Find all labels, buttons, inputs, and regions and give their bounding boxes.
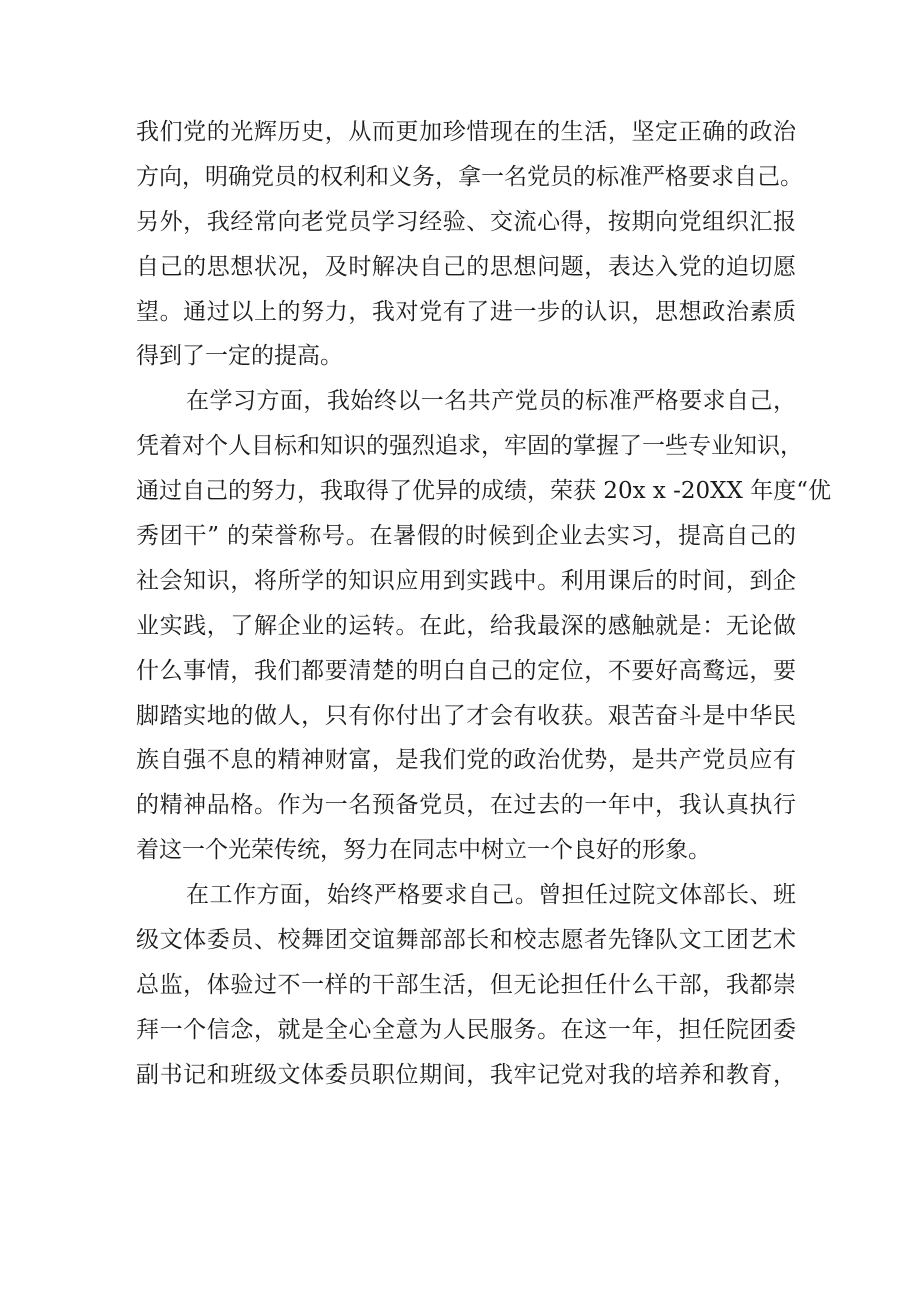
document-body (136, 110, 831, 1098)
text-line: 自己的思想状况，及时解决自己的思想问题，表达入党的迫切愿 (136, 253, 796, 280)
text-line: 业实践，了解企业的运转。在此，给我最深的感触就是：无论做 (136, 612, 796, 639)
text-line: 着这一个光荣传统，努力在同志中树立一个良好的形象。 (136, 837, 711, 864)
text-line: 脚踏实地的做人，只有你付出了才会有收获。艰苦奋斗是中华民 (136, 702, 796, 729)
text-line: 方向，明确党员的权利和义务，拿一名党员的标准严格要求自己。 (136, 163, 803, 190)
text-line: 的精神品格。作为一名预备党员，在过去的一年中，我认真执行 (136, 792, 796, 819)
text-line: 族自强不息的精神财富，是我们党的政治优势，是共产党员应有 (136, 747, 796, 774)
text-line: 总监，体验过不一样的干部生活，但无论担任什么干部，我都崇 (136, 971, 796, 998)
text-line: 望。通过以上的努力，我对党有了进一步的认识，思想政治素质 (136, 298, 796, 325)
text-line: 拜一个信念，就是全心全意为人民服务。在这一年，担任院团委 (136, 1016, 796, 1043)
text-line: 在工作方面，始终严格要求自己。曾担任过院文体部长、班 (186, 882, 796, 909)
paragraph-study (136, 379, 831, 873)
text-line: 我们党的光辉历史，从而更加珍惜现在的生活，坚定正确的政治 (136, 119, 796, 145)
text-line: 社会知识，将所学的知识应用到实践中。利用课后的时间，到企 (136, 567, 796, 594)
paragraph-party-history (136, 110, 803, 379)
text-line: 另外，我经常向老党员学习经验、交流心得，按期向党组织汇报 (136, 208, 796, 235)
text-line: 在学习方面，我始终以一名共产党员的标准严格要求自己， (186, 388, 796, 415)
text-line: 副书记和班级文体委员职位期间，我牢记党对我的培养和教育， (136, 1061, 796, 1088)
text-line: 凭着对个人目标和知识的强烈追求，牢固的掌握了一些专业知识， (136, 433, 803, 460)
text-line: 通过自己的努力，我取得了优异的成绩，荣获 20x x -20XX 年度“优 (136, 478, 831, 505)
text-line: 级文体委员、校舞团交谊舞部部长和校志愿者先锋队文工团艺术 (136, 927, 796, 954)
text-line: 秀团干” 的荣誉称号。在暑假的时候到企业去实习，提高自己的 (136, 523, 796, 550)
paragraph-work (136, 873, 796, 1097)
text-line: 得到了一定的提高。 (136, 343, 343, 370)
text-line: 什么事情，我们都要清楚的明白自己的定位，不要好高鹜远，要 (136, 657, 796, 684)
